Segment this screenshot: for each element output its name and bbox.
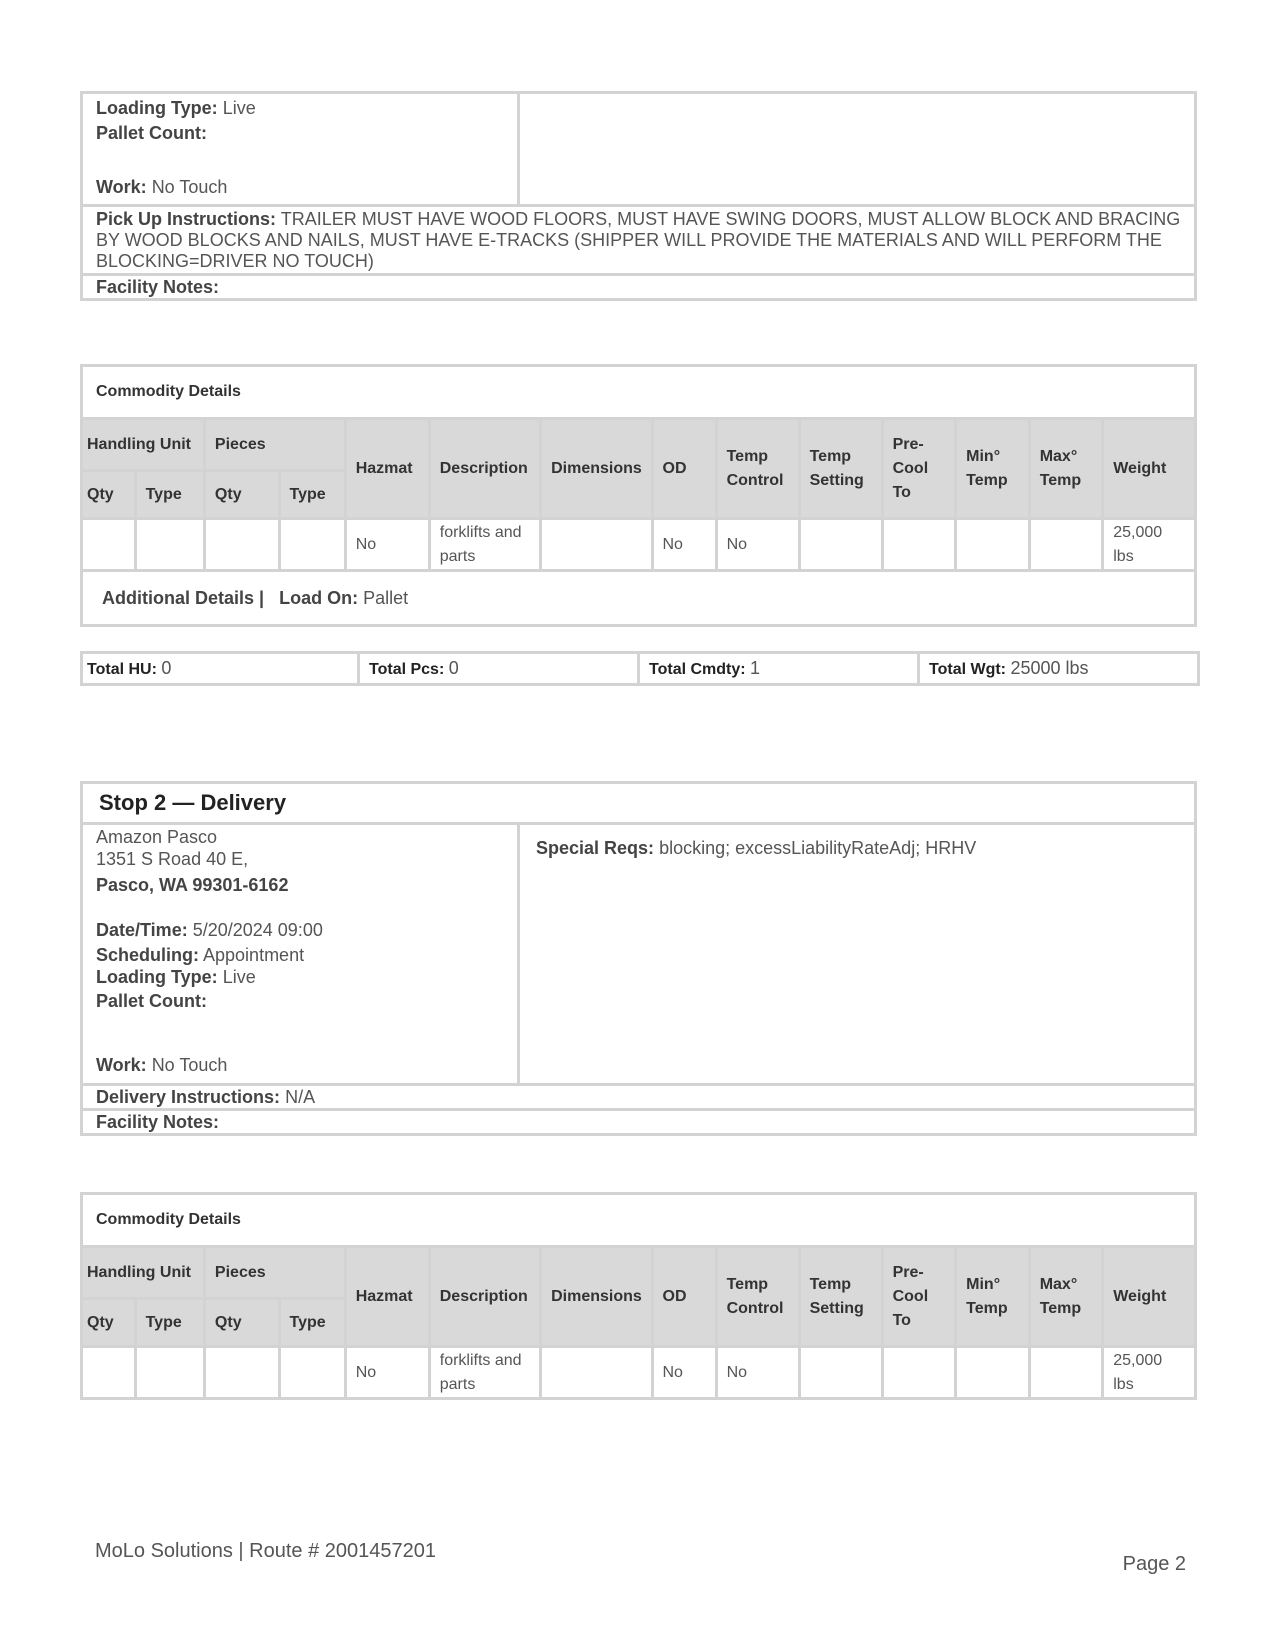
temp-control-header: Temp Control	[716, 419, 799, 519]
pieces-header: Pieces	[204, 1247, 345, 1299]
pcs-qty-cell	[204, 519, 279, 571]
delivery-stop	[80, 781, 1197, 1136]
handling-unit-header: Handling Unit	[82, 419, 205, 471]
pcs-qty-cell	[204, 1347, 279, 1399]
loading-type-value: Live	[222, 967, 256, 987]
facility-notes	[83, 1108, 1194, 1133]
delivery-info-left	[83, 825, 520, 1083]
load-on-label: Load On:	[279, 587, 359, 608]
scheduling-value: Appointment	[203, 945, 305, 965]
stop-title: Stop 2 — Delivery	[83, 784, 1194, 825]
delivery-instructions-value: N/A	[285, 1087, 316, 1107]
pickup-instructions	[83, 204, 1194, 273]
hu-type-header: Type	[135, 1299, 204, 1347]
hu-type-cell	[135, 519, 204, 571]
hazmat-header: Hazmat	[345, 1247, 429, 1347]
description-header: Description	[429, 419, 540, 519]
description-cell: forklifts and parts	[429, 519, 540, 571]
min-temp-cell	[956, 519, 1030, 571]
pickup-info-row	[83, 94, 1194, 204]
commodity-row	[82, 1347, 1196, 1399]
pallet-count-label: Pallet Count:	[96, 991, 207, 1011]
total-pcs-value: 0	[448, 658, 459, 678]
commodity-row	[82, 519, 1196, 571]
description-header: Description	[429, 1247, 540, 1347]
od-cell: No	[652, 1347, 716, 1399]
total-pcs-label: Total Pcs:	[369, 661, 445, 678]
precool-cell	[882, 519, 956, 571]
delivery-info-row	[83, 825, 1194, 1083]
commodity-table	[80, 364, 1197, 627]
weight-header: Weight	[1103, 1247, 1196, 1347]
pickup-stop-details	[80, 91, 1197, 301]
total-hu-label: Total HU:	[87, 661, 157, 678]
total-hu-value: 0	[161, 658, 172, 678]
facility-notes	[83, 273, 1194, 298]
weight-cell: 25,000 lbs	[1103, 1347, 1196, 1399]
weight-cell: 25,000 lbs	[1103, 519, 1196, 571]
total-wgt-value: 25000 lbs	[1010, 658, 1089, 678]
commodity-title: Commodity Details	[82, 366, 1196, 419]
precool-header: Pre-Cool To	[882, 1247, 956, 1347]
dimensions-header: Dimensions	[541, 419, 652, 519]
pickup-info-right	[520, 94, 1194, 204]
pickup-instructions-value: TRAILER MUST HAVE WOOD FLOORS, MUST HAVE SWING DOORS, MUST ALLOW BLOCK AND BRACING BY WOOD BLOCKS AND NAILS, MUST HAVE E-TRACKS (SHIPPER WILL PROVIDE THE MATERIALS AND WILL PERFORM THE BLOCKING=DRIVER NO TOUCH)	[96, 209, 1181, 271]
hu-qty-header: Qty	[82, 1299, 136, 1347]
precool-header: Pre-Cool To	[882, 419, 956, 519]
temp-setting-header: Temp Setting	[799, 419, 882, 519]
pieces-header: Pieces	[204, 419, 345, 471]
max-temp-header: Max° Temp	[1029, 419, 1103, 519]
facility-notes-label: Facility Notes:	[96, 277, 220, 297]
special-reqs-label: Special Reqs:	[536, 838, 655, 858]
delivery-instructions-label: Delivery Instructions:	[96, 1087, 281, 1107]
pcs-type-header: Type	[279, 1299, 345, 1347]
datetime-label: Date/Time:	[96, 920, 188, 940]
facility-address: 1351 S Road 40 E,	[96, 849, 249, 869]
temp-control-header: Temp Control	[716, 1247, 799, 1347]
pcs-qty-header: Qty	[204, 1299, 279, 1347]
handling-unit-header: Handling Unit	[82, 1247, 205, 1299]
scheduling-label: Scheduling:	[96, 945, 199, 965]
hu-qty-header: Qty	[82, 471, 136, 519]
work-label: Work:	[96, 1055, 147, 1075]
page-number: Page 2	[1122, 1553, 1186, 1575]
min-temp-header: Min° Temp	[956, 419, 1030, 519]
dimensions-cell	[541, 519, 652, 571]
hu-qty-cell	[82, 519, 136, 571]
work-value: No Touch	[151, 1055, 228, 1075]
hazmat-cell: No	[345, 519, 429, 571]
additional-details-row	[82, 571, 1196, 626]
commodity-table	[80, 1192, 1197, 1400]
max-temp-cell	[1029, 1347, 1103, 1399]
dimensions-header: Dimensions	[541, 1247, 652, 1347]
hu-type-cell	[135, 1347, 204, 1399]
total-cmdty-value: 1	[750, 658, 761, 678]
loading-type-label: Loading Type:	[96, 98, 218, 118]
hu-qty-cell	[82, 1347, 136, 1399]
weight-header: Weight	[1103, 419, 1196, 519]
temp-control-cell: No	[716, 1347, 799, 1399]
footer-route: MoLo Solutions | Route # 2001457201	[95, 1540, 437, 1562]
facility-city-state-zip: Pasco, WA 99301-6162	[96, 875, 289, 895]
datetime-value: 5/20/2024 09:00	[192, 920, 323, 940]
od-header: OD	[652, 1247, 716, 1347]
total-wgt-label: Total Wgt:	[929, 661, 1007, 678]
od-header: OD	[652, 419, 716, 519]
temp-control-cell: No	[716, 519, 799, 571]
hazmat-header: Hazmat	[345, 419, 429, 519]
load-on-value: Pallet	[363, 587, 409, 608]
hazmat-cell: No	[345, 1347, 429, 1399]
pcs-type-header: Type	[279, 471, 345, 519]
max-temp-cell	[1029, 519, 1103, 571]
max-temp-header: Max° Temp	[1029, 1247, 1103, 1347]
commodity-title: Commodity Details	[82, 1194, 1196, 1247]
pcs-type-cell	[279, 519, 345, 571]
od-cell: No	[652, 519, 716, 571]
hu-type-header: Type	[135, 471, 204, 519]
work-label: Work:	[96, 177, 147, 197]
pcs-type-cell	[279, 1347, 345, 1399]
description-cell: forklifts and parts	[429, 1347, 540, 1399]
loading-type-label: Loading Type:	[96, 967, 218, 987]
min-temp-header: Min° Temp	[956, 1247, 1030, 1347]
pickup-info-left	[83, 94, 520, 204]
pcs-qty-header: Qty	[204, 471, 279, 519]
special-reqs-value: blocking; excessLiabilityRateAdj; HRHV	[659, 838, 977, 858]
temp-setting-cell	[799, 519, 882, 571]
pallet-count-label: Pallet Count:	[96, 123, 207, 143]
loading-type-value: Live	[222, 98, 256, 118]
facility-name: Amazon Pasco	[96, 827, 218, 847]
total-cmdty-label: Total Cmdty:	[649, 661, 746, 678]
temp-setting-cell	[799, 1347, 882, 1399]
facility-notes-label: Facility Notes:	[96, 1112, 220, 1132]
additional-details-label: Additional Details |	[102, 587, 265, 608]
pickup-instructions-label: Pick Up Instructions:	[96, 209, 277, 229]
dimensions-cell	[541, 1347, 652, 1399]
work-value: No Touch	[151, 177, 228, 197]
precool-cell	[882, 1347, 956, 1399]
totals-table	[80, 651, 1200, 686]
min-temp-cell	[956, 1347, 1030, 1399]
delivery-info-right	[520, 825, 1194, 1083]
delivery-instructions	[83, 1083, 1194, 1108]
temp-setting-header: Temp Setting	[799, 1247, 882, 1347]
